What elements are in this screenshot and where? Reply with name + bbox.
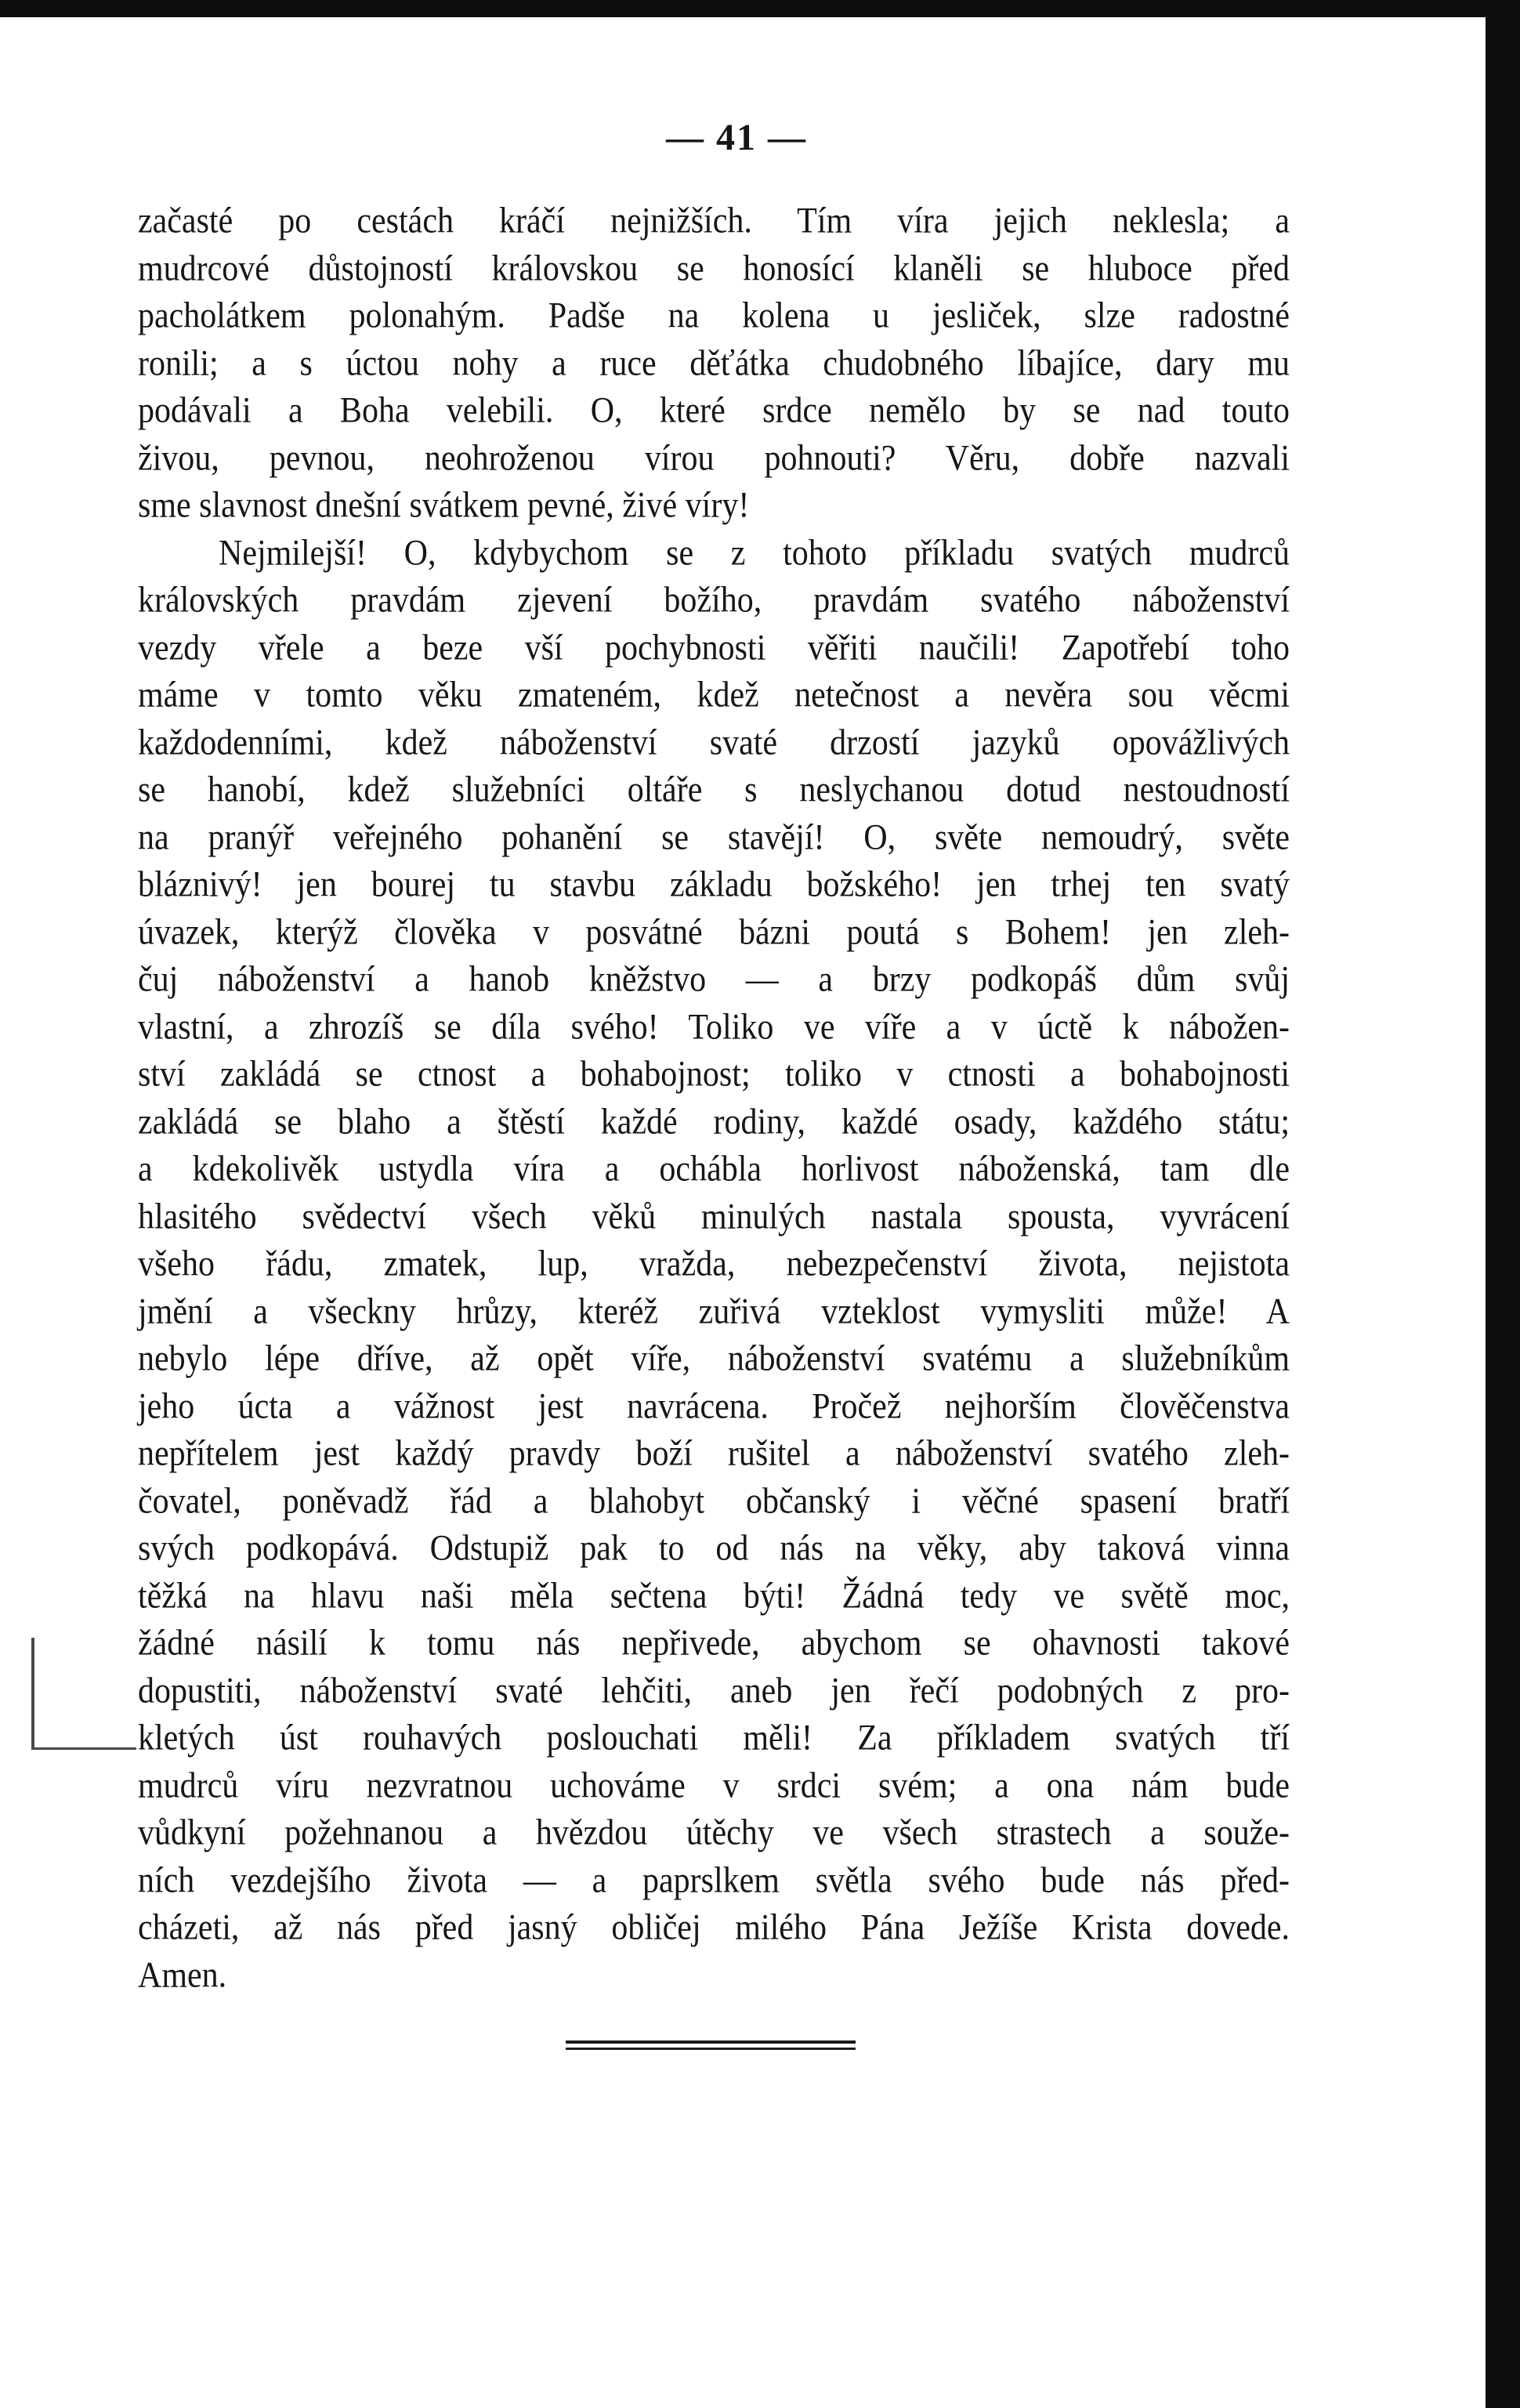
text-line: pacholátkem polonahým. Padše na kolena u jesliček, slze radostné (138, 295, 1290, 336)
text-line: se hanobí, kdež služebníci oltáře s neslychanou dotud nestoudností (138, 769, 1290, 810)
text-line: ství zakládá se ctnost a bohabojnost; toliko v ctnosti a bohabojnosti (138, 1054, 1290, 1095)
text-line: kletých úst rouhavých poslouchati měli! Za příkladem svatých tří (138, 1718, 1290, 1758)
body-text (138, 197, 1290, 1999)
text-line: královských pravdám zjevení božího, pravdám svatého náboženství (138, 580, 1290, 621)
text-line: sme slavnost dnešní svátkem pevné, živé víry! (138, 485, 750, 526)
text-line: vlastní, a zhrozíš se díla svého! Toliko ve víře a v úctě k nábožen- (138, 1006, 1290, 1048)
text-line: bláznivý! jen bourej tu stavbu základu božského! jen trhej ten svatý (138, 864, 1290, 905)
text-line: dopustiti, náboženství svaté lehčiti, aneb jen řečí podobných z pro- (138, 1670, 1290, 1711)
text-line: vezdy vřele a beze vší pochybnosti věřiti naučili! Zapotřebí toho (138, 627, 1290, 668)
scan-top-border (0, 0, 1520, 17)
text-line: Nejmilejší! O, kdybychom se z tohoto příkladu svatých mudrců (219, 532, 1290, 574)
text-line: ních vezdejšího života — a paprslkem světla svého bude nás před- (138, 1859, 1290, 1901)
text-line: úvazek, kterýž člověka v posvátné bázni poutá s Bohem! jen zleh- (138, 911, 1290, 953)
margin-pencil-mark (31, 1638, 136, 1750)
text-line: na pranýř veřejného pohanění se stavějí! O, světe nemoudrý, světe (138, 817, 1290, 858)
text-line: žádné násilí k tomu nás nepřivede, abychom se ohavnosti takové (138, 1623, 1290, 1664)
text-line: ronili; a s úctou nohy a ruce děťátka chudobného líbajíce, dary mu (138, 342, 1290, 384)
text-line: cházeti, až nás před jasný obličej milého Pána Ježíše Krista dovede. (138, 1907, 1290, 1948)
text-line: Amen. (138, 1954, 227, 1996)
text-line: máme v tomto věku zmateném, kdež netečnost a nevěra sou věcmi (138, 675, 1290, 715)
text-line: zakládá se blaho a štěstí každé rodiny, každé osady, každého státu; (138, 1101, 1290, 1142)
text-line: jmění a všeckny hrůzy, kteréž zuřivá vzteklost vymysliti může! A (138, 1291, 1290, 1332)
text-line: mudrcové důstojností královskou se honosící klaněli se hluboce před (138, 248, 1290, 289)
text-line: hlasitého svědectví všech věků minulých nastala spousta, vyvrácení (138, 1196, 1290, 1237)
page-number: — 41 — (666, 117, 807, 158)
text-line: vůdkyní požehnanou a hvězdou útěchy ve všech strastech a souže- (138, 1812, 1290, 1853)
text-line: těžká na hlavu naši měla sečtena býti! Žádná tedy ve světě moc, (138, 1575, 1290, 1617)
text-line: nebylo lépe dříve, až opět víře, náboženství svatému a služebníkům (138, 1338, 1290, 1379)
text-line: každodenními, kdež náboženství svaté drzostí jazyků opovážlivých (138, 722, 1290, 763)
text-line: živou, pevnou, neohroženou vírou pohnouti? Věru, dobře nazvali (138, 437, 1290, 479)
text-line: svých podkopává. Odstupiž pak to od nás na věky, aby taková vinna (138, 1528, 1290, 1569)
text-line: čovatel, poněvadž řád a blahobyt občanský i věčné spasení bratří (138, 1480, 1290, 1522)
text-line: začasté po cestách kráčí nejnižších. Tím víra jejich neklesla; a (138, 201, 1290, 241)
text-line: čuj náboženství a hanob kněžstvo — a brzy podkopáš dům svůj (138, 959, 1290, 1000)
text-line: mudrců víru nezvratnou uchováme v srdci svém; a ona nám bude (138, 1765, 1290, 1806)
text-line: nepřítelem jest každý pravdy boží rušitel a náboženství svatého zleh- (138, 1433, 1290, 1474)
scan-right-border (1486, 0, 1520, 2408)
text-line: podávali a Boha velebili. O, které srdce nemělo by se nad touto (138, 390, 1290, 431)
closing-rule (566, 2040, 856, 2050)
text-line: a kdekolivěk ustydla víra a ochábla horlivost náboženská, tam dle (138, 1149, 1290, 1190)
text-line: jeho úcta a vážnost jest navrácena. Pročež nejhorším člověčenstva (138, 1385, 1290, 1427)
text-line: všeho řádu, zmatek, lup, vražda, nebezpečenství života, nejistota (138, 1244, 1290, 1284)
